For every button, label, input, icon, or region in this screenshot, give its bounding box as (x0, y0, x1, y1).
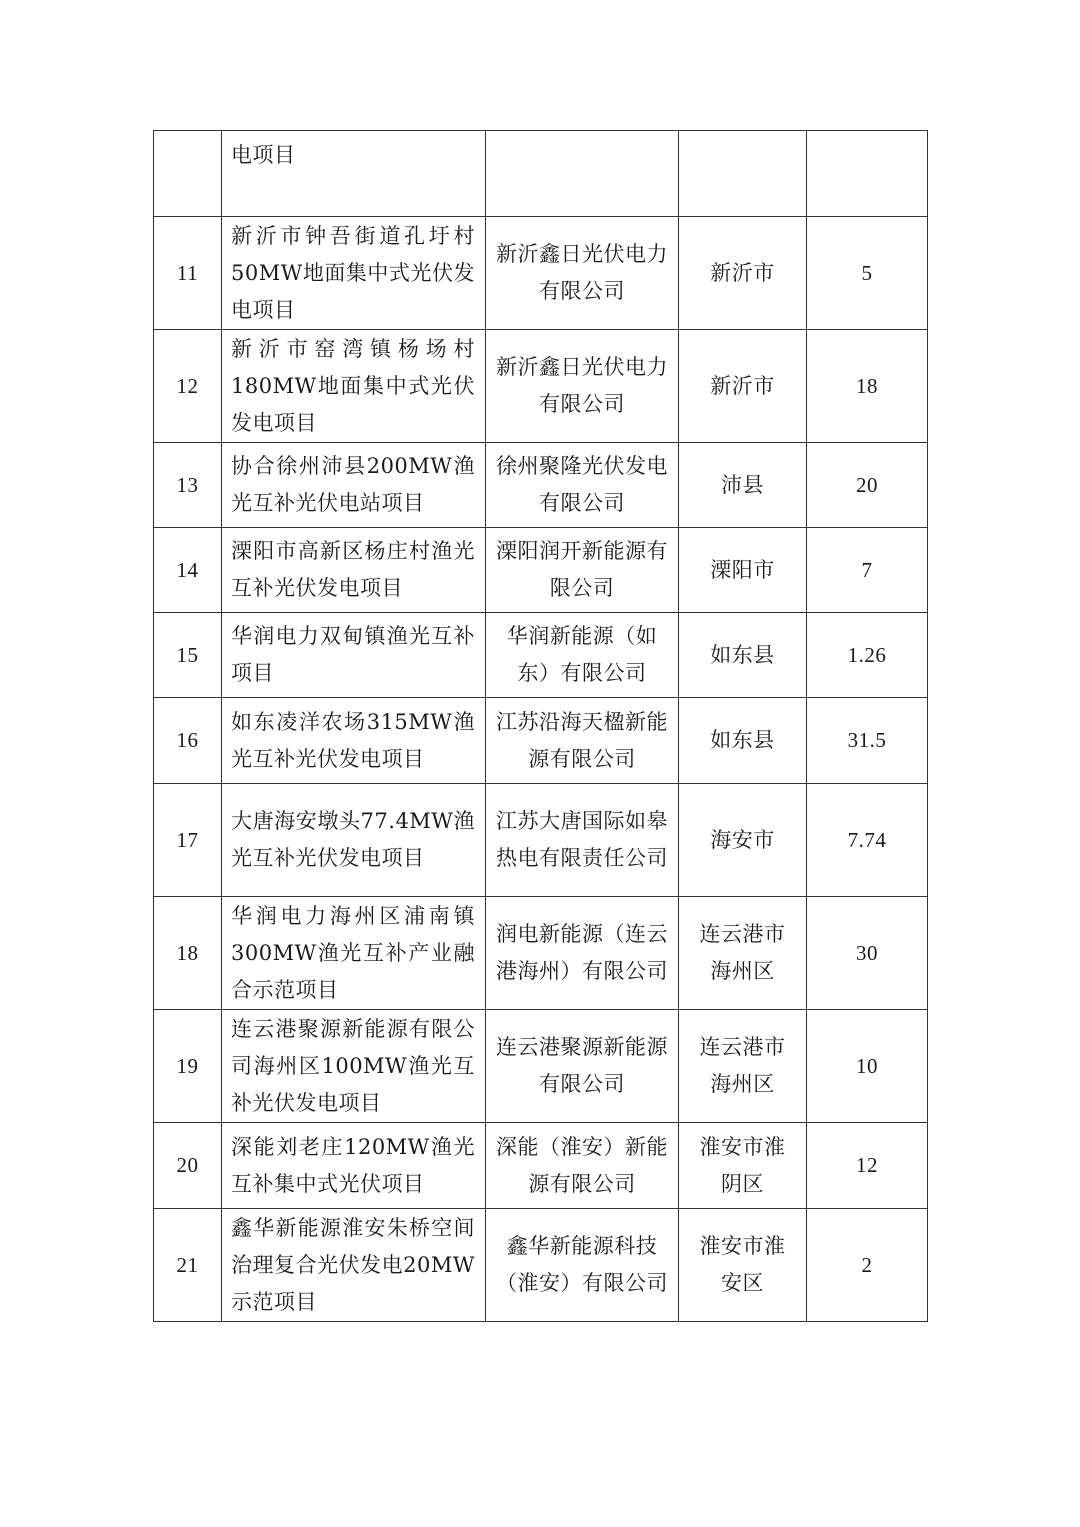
row-number-cell: 13 (154, 443, 222, 528)
table-row (154, 1010, 928, 1123)
company-cell: 深能（淮安）新能源有限公司 (486, 1123, 679, 1209)
company-cell: 溧阳润开新能源有限公司 (486, 528, 679, 613)
row-number-cell: 14 (154, 528, 222, 613)
capacity-cell: 7 (807, 528, 928, 613)
company-cell: 润电新能源（连云港海州）有限公司 (486, 897, 679, 1010)
capacity-cell: 10 (807, 1010, 928, 1123)
capacity-cell: 30 (807, 897, 928, 1010)
company-cell: 徐州聚隆光伏发电有限公司 (486, 443, 679, 528)
row-number-cell (154, 131, 222, 217)
company-cell: 新沂鑫日光伏电力有限公司 (486, 217, 679, 330)
project-name-cell: 协合徐州沛县200MW渔光互补光伏电站项目 (222, 443, 486, 528)
capacity-cell (807, 131, 928, 217)
capacity-cell: 5 (807, 217, 928, 330)
row-number-cell: 15 (154, 613, 222, 698)
location-cell: 沛县 (679, 443, 807, 528)
row-number-cell: 16 (154, 698, 222, 784)
company-cell: 连云港聚源新能源有限公司 (486, 1010, 679, 1123)
company-cell: 新沂鑫日光伏电力有限公司 (486, 330, 679, 443)
location-cell: 海安市 (679, 784, 807, 897)
table-row (154, 131, 928, 217)
table-row (154, 528, 928, 613)
table-row (154, 784, 928, 897)
location-cell: 如东县 (679, 698, 807, 784)
project-name-cell: 新沂市钟吾街道孔圩村50MW地面集中式光伏发电项目 (222, 217, 486, 330)
table-row (154, 613, 928, 698)
table-row (154, 330, 928, 443)
project-name-cell: 电项目 (222, 131, 486, 217)
row-number-cell: 20 (154, 1123, 222, 1209)
capacity-cell: 18 (807, 330, 928, 443)
capacity-cell: 20 (807, 443, 928, 528)
capacity-cell: 2 (807, 1209, 928, 1322)
table-row (154, 897, 928, 1010)
location-cell: 连云港市海州区 (679, 897, 807, 1010)
company-cell: 江苏沿海天楹新能源有限公司 (486, 698, 679, 784)
location-cell: 淮安市淮安区 (679, 1209, 807, 1322)
table-body (154, 131, 928, 1322)
project-name-cell: 新沂市窑湾镇杨场村180MW地面集中式光伏发电项目 (222, 330, 486, 443)
project-name-cell: 大唐海安墩头77.4MW渔光互补光伏发电项目 (222, 784, 486, 897)
project-name-cell: 如东凌洋农场315MW渔光互补光伏发电项目 (222, 698, 486, 784)
company-cell: 华润新能源（如东）有限公司 (486, 613, 679, 698)
capacity-cell: 7.74 (807, 784, 928, 897)
table-row (154, 443, 928, 528)
project-name-cell: 溧阳市高新区杨庄村渔光互补光伏发电项目 (222, 528, 486, 613)
company-cell: 鑫华新能源科技（淮安）有限公司 (486, 1209, 679, 1322)
project-name-cell: 华润电力海州区浦南镇300MW渔光互补产业融合示范项目 (222, 897, 486, 1010)
company-cell: 江苏大唐国际如皋热电有限责任公司 (486, 784, 679, 897)
project-name-cell: 鑫华新能源淮安朱桥空间治理复合光伏发电20MW示范项目 (222, 1209, 486, 1322)
location-cell: 淮安市淮阴区 (679, 1123, 807, 1209)
row-number-cell: 19 (154, 1010, 222, 1123)
table-row (154, 698, 928, 784)
row-number-cell: 17 (154, 784, 222, 897)
table-row (154, 217, 928, 330)
capacity-cell: 12 (807, 1123, 928, 1209)
capacity-cell: 31.5 (807, 698, 928, 784)
project-name-cell: 深能刘老庄120MW渔光互补集中式光伏项目 (222, 1123, 486, 1209)
row-number-cell: 12 (154, 330, 222, 443)
capacity-cell: 1.26 (807, 613, 928, 698)
location-cell: 溧阳市 (679, 528, 807, 613)
location-cell: 新沂市 (679, 217, 807, 330)
location-cell: 连云港市海州区 (679, 1010, 807, 1123)
row-number-cell: 18 (154, 897, 222, 1010)
location-cell (679, 131, 807, 217)
project-name-cell: 华润电力双甸镇渔光互补项目 (222, 613, 486, 698)
row-number-cell: 11 (154, 217, 222, 330)
project-name-cell: 连云港聚源新能源有限公司海州区100MW渔光互补光伏发电项目 (222, 1010, 486, 1123)
row-number-cell: 21 (154, 1209, 222, 1322)
table-row (154, 1123, 928, 1209)
location-cell: 如东县 (679, 613, 807, 698)
table-row (154, 1209, 928, 1322)
company-cell (486, 131, 679, 217)
project-table (153, 130, 928, 1322)
location-cell: 新沂市 (679, 330, 807, 443)
